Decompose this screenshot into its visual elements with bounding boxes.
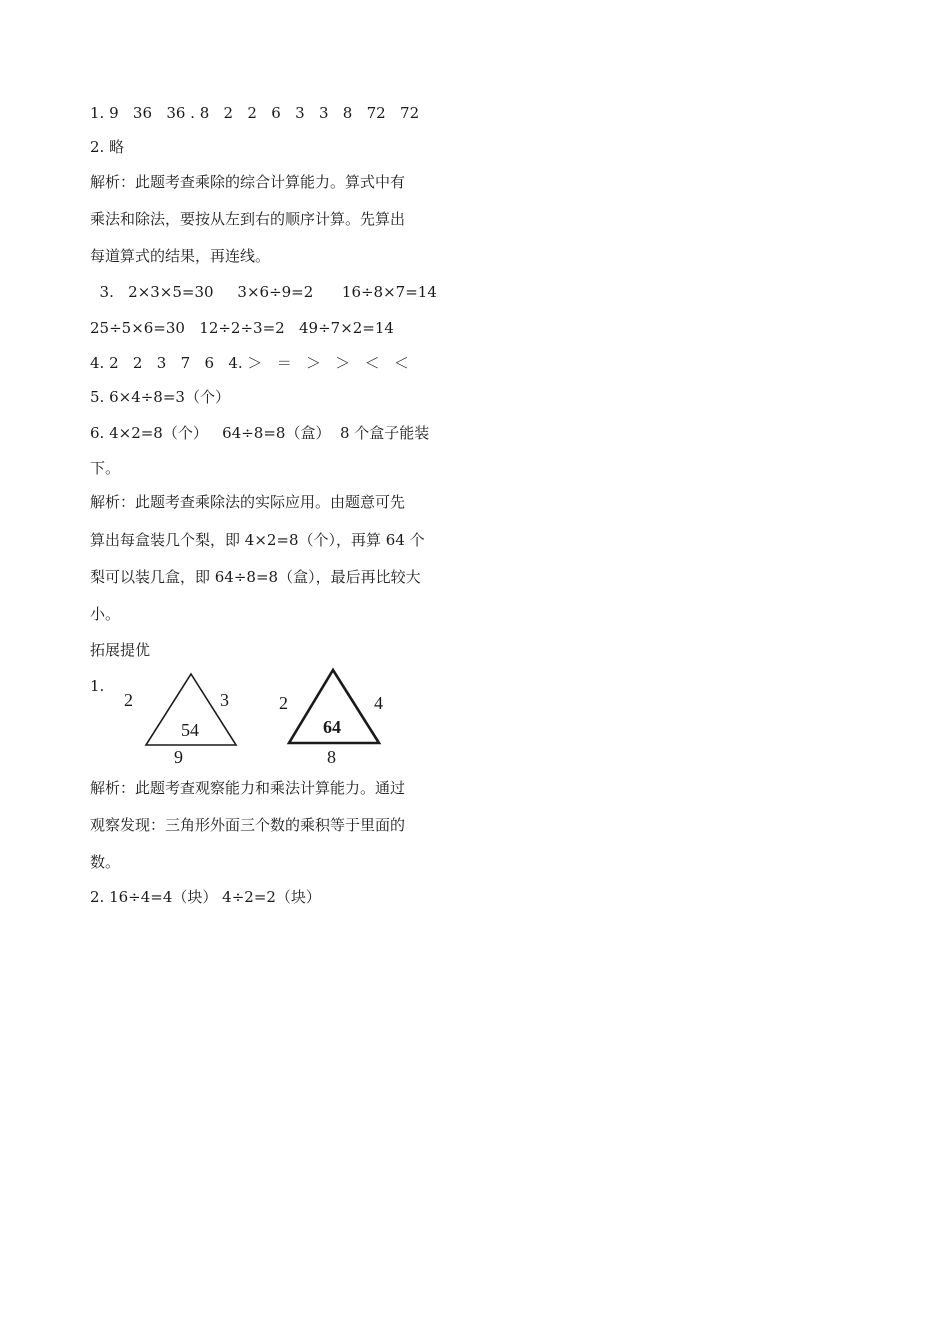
analysis-line: 算出每盒装几个梨，即 4×2=8（个），再算 64 个 [90, 531, 425, 549]
answer-line-4: 4. 2 2 3 7 6 4. ＞ ＝ ＞ ＞ ＜ ＜ [90, 354, 409, 372]
triangle-left-number: 2 [124, 690, 133, 710]
triangle-inside-number: 54 [181, 720, 199, 740]
answer-line-1: 1. 9 36 36 . 8 2 2 6 3 3 8 72 72 [90, 104, 420, 122]
triangle-bottom-number: 8 [327, 747, 336, 767]
answer-line-6: 6. 4×2=8（个） 64÷8=8（盒） 8 个盒子能装 [90, 424, 430, 442]
extension-item-1: 1. [90, 677, 105, 695]
triangle-bottom-number: 9 [174, 747, 183, 767]
answer-line-5: 5. 6×4÷8=3（个） [90, 388, 230, 406]
analysis-line: 观察发现：三角形外面三个数的乘积等于里面的 [90, 816, 406, 834]
analysis-line: 梨可以装几盒，即 64÷8=8（盒），最后再比较大 [90, 568, 421, 586]
triangle-right-number: 4 [374, 693, 383, 713]
analysis-line: 数。 [90, 853, 121, 871]
analysis-line: 解析：此题考查乘除法的实际应用。由题意可先 [90, 493, 406, 511]
analysis-line: 每道算式的结果，再连线。 [90, 247, 271, 265]
extension-item-2: 2. 16÷4=4（块） 4÷2=2（块） [90, 888, 321, 906]
triangle-inside-number: 64 [323, 717, 341, 737]
section-heading: 拓展提优 [90, 641, 151, 659]
analysis-line: 解析：此题考查乘除的综合计算能力。算式中有 [90, 173, 406, 191]
answer-line-2: 2. 略 [90, 138, 125, 156]
answer-line-3: 3. 2×3×5=30 3×6÷9=2 16÷8×7=14 [90, 283, 437, 301]
analysis-line: 小。 [90, 605, 121, 623]
analysis-line: 乘法和除法，要按从左到右的顺序计算。先算出 [90, 210, 406, 228]
answer-line-3-cont: 25÷5×6=30 12÷2÷3=2 49÷7×2=14 [90, 319, 394, 337]
answer-line-6-cont: 下。 [90, 459, 121, 477]
triangle-right-number: 3 [220, 690, 229, 710]
analysis-line: 解析：此题考查观察能力和乘法计算能力。通过 [90, 779, 406, 797]
triangle-left-number: 2 [279, 693, 288, 713]
